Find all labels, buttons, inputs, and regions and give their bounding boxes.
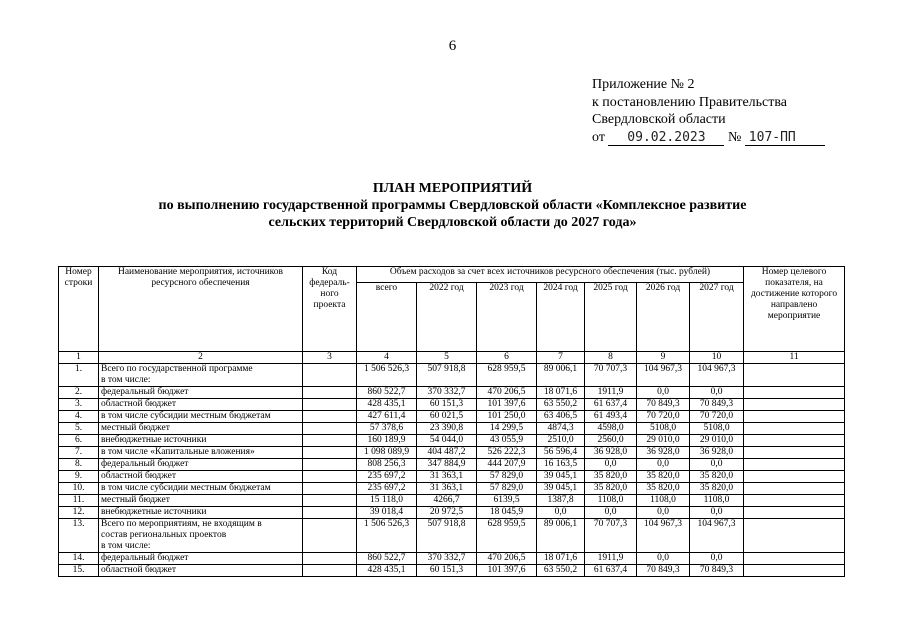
row-2027-cell: 29 010,0 — [690, 435, 744, 447]
row-2022-cell: 54 044,0 — [417, 435, 477, 447]
row-2027-cell: 5108,0 — [690, 423, 744, 435]
row-2025-cell: 0,0 — [585, 459, 637, 471]
row-2023-cell: 470 206,5 — [477, 387, 537, 399]
appendix-date-line — [592, 129, 825, 147]
row-2026-cell: 0,0 — [637, 507, 690, 519]
row-total-cell: 235 697,2 — [357, 483, 417, 495]
row-2026-cell: 104 967,3 — [637, 519, 690, 553]
row-2025-cell: 35 820,0 — [585, 471, 637, 483]
row-2025-cell: 61 493,4 — [585, 411, 637, 423]
row-2022-cell: 370 332,7 — [417, 553, 477, 565]
row-2026-cell: 1108,0 — [637, 495, 690, 507]
row-2022-cell: 20 972,5 — [417, 507, 477, 519]
row-code-cell — [303, 553, 357, 565]
column-number: 2 — [99, 352, 303, 364]
row-code-cell — [303, 387, 357, 399]
appendix-line-3: Свердловской области — [592, 112, 726, 127]
row-code-cell — [303, 399, 357, 411]
column-number: 10 — [690, 352, 744, 364]
table-row — [59, 447, 845, 459]
row-2023-cell: 101 397,6 — [477, 399, 537, 411]
row-target-cell — [744, 553, 845, 565]
row-2027-cell: 0,0 — [690, 459, 744, 471]
row-total-cell: 427 611,4 — [357, 411, 417, 423]
row-2023-cell: 444 207,9 — [477, 459, 537, 471]
row-number-cell: 8. — [59, 459, 99, 471]
row-number-cell: 1. — [59, 364, 99, 387]
row-2024-cell: 89 006,1 — [537, 364, 585, 387]
row-2026-cell: 70 720,0 — [637, 411, 690, 423]
row-2026-cell: 0,0 — [637, 553, 690, 565]
table-row — [59, 364, 845, 387]
row-2023-cell: 101 250,0 — [477, 411, 537, 423]
row-2023-cell: 470 206,5 — [477, 553, 537, 565]
row-code-cell — [303, 459, 357, 471]
row-code-cell — [303, 411, 357, 423]
page-number: 6 — [448, 38, 457, 54]
table-row — [59, 459, 845, 471]
row-2022-cell: 507 918,8 — [417, 364, 477, 387]
row-2027-cell: 104 967,3 — [690, 364, 744, 387]
row-code-cell — [303, 495, 357, 507]
row-code-cell — [303, 447, 357, 459]
header-year-2026: 2026 год — [637, 283, 690, 352]
row-2025-cell: 61 637,4 — [585, 399, 637, 411]
row-2024-cell: 63 406,5 — [537, 411, 585, 423]
column-number: 8 — [585, 352, 637, 364]
row-2027-cell: 70 720,0 — [690, 411, 744, 423]
plan-table — [58, 266, 845, 577]
row-name-cell: областной бюджет — [99, 399, 303, 411]
row-2023-cell: 18 045,9 — [477, 507, 537, 519]
row-2022-cell: 370 332,7 — [417, 387, 477, 399]
row-2023-cell: 628 959,5 — [477, 519, 537, 553]
row-2026-cell: 104 967,3 — [637, 364, 690, 387]
row-2023-cell: 43 055,9 — [477, 435, 537, 447]
row-2025-cell: 0,0 — [585, 507, 637, 519]
header-year-2022: 2022 год — [417, 283, 477, 352]
row-2025-cell: 4598,0 — [585, 423, 637, 435]
row-name-cell: местный бюджет — [99, 495, 303, 507]
column-number: 1 — [59, 352, 99, 364]
row-2024-cell: 18 071,6 — [537, 553, 585, 565]
row-code-cell — [303, 364, 357, 387]
row-name-cell: внебюджетные источники — [99, 435, 303, 447]
table-row — [59, 423, 845, 435]
row-2022-cell: 60 151,3 — [417, 399, 477, 411]
table-row — [59, 495, 845, 507]
date-prefix: от — [592, 129, 605, 145]
row-code-cell — [303, 519, 357, 553]
row-2024-cell: 0,0 — [537, 507, 585, 519]
table-row — [59, 565, 845, 577]
row-number-cell: 2. — [59, 387, 99, 399]
row-2026-cell: 70 849,3 — [637, 565, 690, 577]
row-code-cell — [303, 565, 357, 577]
header-federal-code: Код федераль-ного проекта — [303, 267, 357, 352]
row-2027-cell: 70 849,3 — [690, 399, 744, 411]
row-2027-cell: 104 967,3 — [690, 519, 744, 553]
row-name-cell: в том числе субсидии местным бюджетам — [99, 411, 303, 423]
row-2025-cell: 1911,9 — [585, 387, 637, 399]
title-line-1: ПЛАН МЕРОПРИЯТИЙ — [372, 181, 533, 196]
row-2022-cell: 404 487,2 — [417, 447, 477, 459]
title-line-2: по выполнению государственной программы Свердловской области «Комплексное развитие — [158, 198, 747, 213]
row-number-cell: 12. — [59, 507, 99, 519]
row-number-cell: 3. — [59, 399, 99, 411]
column-number: 6 — [477, 352, 537, 364]
row-2025-cell: 35 820,0 — [585, 483, 637, 495]
appendix-line-2: к постановлению Правительства — [592, 94, 788, 110]
header-year-2025: 2025 год — [585, 283, 637, 352]
row-code-cell — [303, 507, 357, 519]
row-2025-cell: 36 928,0 — [585, 447, 637, 459]
row-total-cell: 860 522,7 — [357, 387, 417, 399]
document-title — [0, 180, 905, 231]
row-target-cell — [744, 483, 845, 495]
table-row — [59, 435, 845, 447]
row-name-cell: местный бюджет — [99, 423, 303, 435]
row-2025-cell: 70 707,3 — [585, 364, 637, 387]
row-2024-cell: 39 045,1 — [537, 471, 585, 483]
row-number-cell: 6. — [59, 435, 99, 447]
row-name-cell: областной бюджет — [99, 565, 303, 577]
table-row — [59, 471, 845, 483]
header-name: Наименование мероприятия, источников ресурсного обеспечения — [99, 267, 303, 352]
row-2024-cell: 39 045,1 — [537, 483, 585, 495]
row-name-cell: внебюджетные источники — [99, 507, 303, 519]
column-number: 11 — [744, 352, 845, 364]
row-2026-cell: 35 820,0 — [637, 483, 690, 495]
table-row — [59, 507, 845, 519]
row-name-cell: федеральный бюджет — [99, 459, 303, 471]
row-2024-cell: 2510,0 — [537, 435, 585, 447]
row-2023-cell: 101 397,6 — [477, 565, 537, 577]
row-2022-cell: 31 363,1 — [417, 471, 477, 483]
row-2024-cell: 63 550,2 — [537, 399, 585, 411]
table-row — [59, 483, 845, 495]
decree-number: 107-ПП — [745, 130, 825, 146]
column-number: 7 — [537, 352, 585, 364]
row-total-cell: 235 697,2 — [357, 471, 417, 483]
row-2024-cell: 16 163,5 — [537, 459, 585, 471]
row-number-cell: 5. — [59, 423, 99, 435]
title-line-3: сельских территорий Свердловской области до 2027 года» — [268, 215, 637, 230]
row-2026-cell: 35 820,0 — [637, 471, 690, 483]
row-name-cell: в том числе «Капитальные вложения» — [99, 447, 303, 459]
row-target-cell — [744, 519, 845, 553]
appendix-block — [592, 76, 825, 146]
row-2023-cell: 57 829,0 — [477, 483, 537, 495]
row-code-cell — [303, 435, 357, 447]
row-2022-cell: 60 151,3 — [417, 565, 477, 577]
row-number-cell: 13. — [59, 519, 99, 553]
row-2024-cell: 1387,8 — [537, 495, 585, 507]
row-number-cell: 14. — [59, 553, 99, 565]
row-target-cell — [744, 507, 845, 519]
row-2023-cell: 6139,5 — [477, 495, 537, 507]
row-2025-cell: 2560,0 — [585, 435, 637, 447]
row-target-cell — [744, 565, 845, 577]
row-2024-cell: 56 596,4 — [537, 447, 585, 459]
header-year-2023: 2023 год — [477, 283, 537, 352]
row-total-cell: 428 435,1 — [357, 565, 417, 577]
row-total-cell: 860 522,7 — [357, 553, 417, 565]
header-expenses: Объем расходов за счет всех источников ресурсного обеспечения (тыс. рублей) — [357, 267, 744, 283]
header-row-number: Номер строки — [59, 267, 99, 352]
column-number: 4 — [357, 352, 417, 364]
row-2025-cell: 61 637,4 — [585, 565, 637, 577]
row-2022-cell: 31 363,1 — [417, 483, 477, 495]
row-2027-cell: 1108,0 — [690, 495, 744, 507]
row-total-cell: 39 018,4 — [357, 507, 417, 519]
row-2024-cell: 18 071,6 — [537, 387, 585, 399]
row-number-cell: 10. — [59, 483, 99, 495]
row-2027-cell: 35 820,0 — [690, 471, 744, 483]
row-2023-cell: 526 222,3 — [477, 447, 537, 459]
row-2026-cell: 5108,0 — [637, 423, 690, 435]
row-2023-cell: 14 299,5 — [477, 423, 537, 435]
row-2024-cell: 89 006,1 — [537, 519, 585, 553]
row-target-cell — [744, 399, 845, 411]
row-2025-cell: 1911,9 — [585, 553, 637, 565]
row-2026-cell: 0,0 — [637, 459, 690, 471]
row-total-cell: 428 435,1 — [357, 399, 417, 411]
row-total-cell: 160 189,9 — [357, 435, 417, 447]
row-total-cell: 808 256,3 — [357, 459, 417, 471]
header-year-2024: 2024 год — [537, 283, 585, 352]
row-name-cell: федеральный бюджет — [99, 387, 303, 399]
row-2022-cell: 60 021,5 — [417, 411, 477, 423]
table-row — [59, 553, 845, 565]
row-name-cell: областной бюджет — [99, 471, 303, 483]
decree-date: 09.02.2023 — [608, 130, 724, 146]
row-total-cell: 1 506 526,3 — [357, 364, 417, 387]
appendix-line-1: Приложение № 2 — [592, 77, 695, 92]
row-target-cell — [744, 447, 845, 459]
row-number-cell: 9. — [59, 471, 99, 483]
row-2026-cell: 36 928,0 — [637, 447, 690, 459]
row-2027-cell: 0,0 — [690, 553, 744, 565]
table-row — [59, 411, 845, 423]
row-target-cell — [744, 423, 845, 435]
row-number-cell: 4. — [59, 411, 99, 423]
row-2027-cell: 70 849,3 — [690, 565, 744, 577]
header-total: всего — [357, 283, 417, 352]
row-number-cell: 15. — [59, 565, 99, 577]
row-2025-cell: 1108,0 — [585, 495, 637, 507]
row-name-cell: Всего по мероприятиям, не входящим в состав региональных проектов в том числе: — [99, 519, 303, 553]
row-2026-cell: 29 010,0 — [637, 435, 690, 447]
row-total-cell: 57 378,6 — [357, 423, 417, 435]
row-target-cell — [744, 411, 845, 423]
row-2027-cell: 0,0 — [690, 387, 744, 399]
header-target: Номер целевого показателя, на достижение которого направлено мероприятие — [744, 267, 845, 352]
row-2025-cell: 70 707,3 — [585, 519, 637, 553]
row-code-cell — [303, 483, 357, 495]
row-2026-cell: 70 849,3 — [637, 399, 690, 411]
row-code-cell — [303, 471, 357, 483]
row-2022-cell: 347 884,9 — [417, 459, 477, 471]
row-total-cell: 1 506 526,3 — [357, 519, 417, 553]
row-target-cell — [744, 471, 845, 483]
row-2024-cell: 63 550,2 — [537, 565, 585, 577]
row-2023-cell: 57 829,0 — [477, 471, 537, 483]
row-total-cell: 1 098 089,9 — [357, 447, 417, 459]
row-target-cell — [744, 495, 845, 507]
row-2023-cell: 628 959,5 — [477, 364, 537, 387]
column-number: 9 — [637, 352, 690, 364]
column-number-row — [59, 352, 845, 364]
row-2027-cell: 35 820,0 — [690, 483, 744, 495]
row-name-cell: в том числе субсидии местным бюджетам — [99, 483, 303, 495]
table-row — [59, 387, 845, 399]
row-2026-cell: 0,0 — [637, 387, 690, 399]
row-target-cell — [744, 364, 845, 387]
row-2022-cell: 4266,7 — [417, 495, 477, 507]
row-number-cell: 7. — [59, 447, 99, 459]
row-target-cell — [744, 435, 845, 447]
column-number: 5 — [417, 352, 477, 364]
row-target-cell — [744, 459, 845, 471]
row-2022-cell: 507 918,8 — [417, 519, 477, 553]
number-prefix: № — [727, 129, 742, 145]
row-total-cell: 15 118,0 — [357, 495, 417, 507]
column-number: 3 — [303, 352, 357, 364]
row-target-cell — [744, 387, 845, 399]
row-2022-cell: 23 390,8 — [417, 423, 477, 435]
row-name-cell: Всего по государственной программе в том числе: — [99, 364, 303, 387]
row-number-cell: 11. — [59, 495, 99, 507]
table-row — [59, 519, 845, 553]
row-2027-cell: 0,0 — [690, 507, 744, 519]
table-row — [59, 399, 845, 411]
row-code-cell — [303, 423, 357, 435]
row-2024-cell: 4874,3 — [537, 423, 585, 435]
header-year-2027: 2027 год — [690, 283, 744, 352]
row-2027-cell: 36 928,0 — [690, 447, 744, 459]
row-name-cell: федеральный бюджет — [99, 553, 303, 565]
